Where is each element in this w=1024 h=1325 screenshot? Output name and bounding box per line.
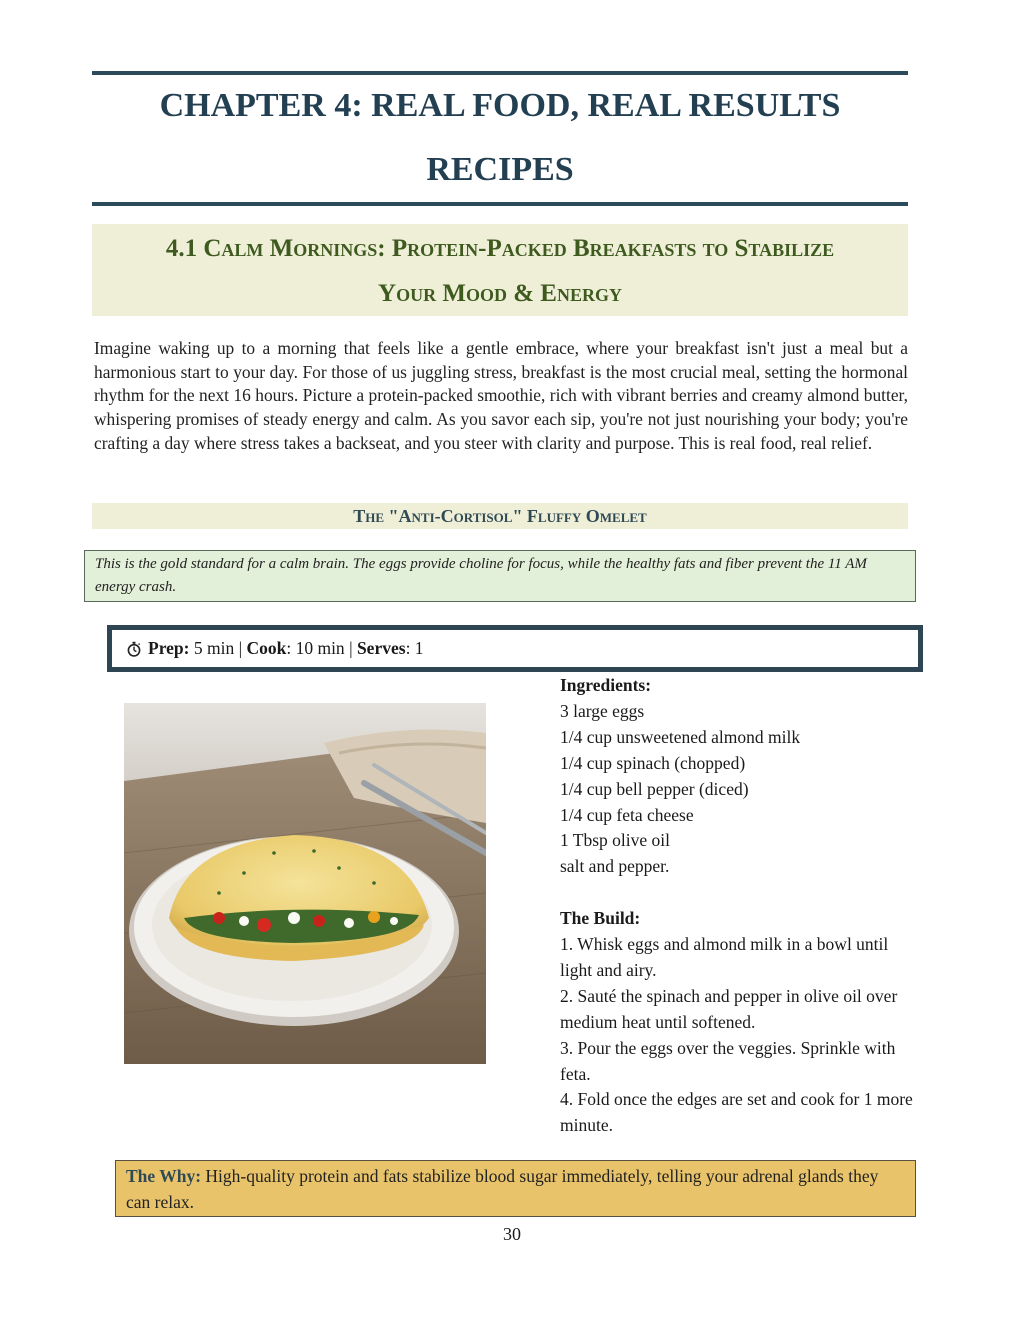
ingredient-item: 1/4 cup bell pepper (diced) bbox=[560, 778, 749, 799]
recipe-meta bbox=[111, 629, 919, 668]
ingredient-item: 3 large eggs bbox=[560, 700, 645, 721]
cook-label: Cook bbox=[246, 638, 287, 658]
ingredient-item: 1/4 cup feta cheese bbox=[560, 804, 694, 825]
ingredient-item: 1 Tbsp olive oil bbox=[560, 830, 671, 851]
build-step: 2. Sauté the spinach and pepper in olive oil over medium heat until softened. bbox=[560, 985, 898, 1032]
spacer bbox=[560, 880, 920, 906]
recipe-tagline: This is the gold standard for a calm brain. The eggs provide choline for focus, while the healthy fats and fiber prevent the 11 AM energy crash. bbox=[84, 550, 916, 602]
build-step: 4. Fold once the edges are set and cook for 1 more minute. bbox=[560, 1089, 913, 1136]
cook-value: : 10 min bbox=[286, 638, 345, 658]
build-heading: The Build: bbox=[560, 908, 641, 929]
omelet-photo bbox=[124, 703, 486, 1064]
bottom-rule bbox=[92, 202, 908, 206]
ingredient-item: 1/4 cup spinach (chopped) bbox=[560, 752, 746, 773]
why-box bbox=[115, 1160, 916, 1217]
recipe-title: The "Anti-Cortisol" Fluffy Omelet bbox=[92, 503, 908, 529]
ingredient-item: 1/4 cup unsweetened almond milk bbox=[560, 726, 801, 747]
ingredient-item: salt and pepper. bbox=[560, 856, 670, 877]
prep-label: Prep: bbox=[148, 638, 190, 658]
meta-separator: | bbox=[349, 638, 353, 658]
build-step: 1. Whisk eggs and almond milk in a bowl until light and airy. bbox=[560, 934, 889, 980]
build-step: 3. Pour the eggs over the veggies. Sprinkle with feta. bbox=[560, 1037, 896, 1084]
section-heading: 4.1 Calm Mornings: Protein-Packed Breakfasts to Stabilize Your Mood & Energy bbox=[92, 224, 908, 316]
why-text: High-quality protein and fats stabilize blood sugar immediately, telling your adrenal glands they can relax. bbox=[126, 1166, 879, 1212]
intro-paragraph: Imagine waking up to a morning that feels like a gentle embrace, where your breakfast isn't just a meal but a harmonious start to your day. For those of us juggling stress, breakfast is the most crucial meal, setting the hormonal rhythm for the next 16 hours. Picture a protein-packed smoothie, rich with vibrant berries and creamy almond butter, whispering promises of steady energy and calm. As you savor each sip, you're not just nourishing your body; you're crafting a day where stress takes a backseat, and you steer with clarity and purpose. This is real food, real relief. bbox=[94, 338, 908, 453]
prep-value: 5 min bbox=[193, 638, 235, 658]
page-number: 30 bbox=[503, 1224, 521, 1244]
serves-label: Serves bbox=[356, 638, 406, 658]
meta-separator: | bbox=[238, 638, 243, 658]
why-label: The Why: bbox=[126, 1166, 202, 1186]
ingredients-column bbox=[560, 673, 920, 1139]
recipe-meta-box bbox=[107, 625, 923, 672]
ingredients-heading: Ingredients: bbox=[560, 675, 652, 695]
stopwatch-icon bbox=[126, 641, 142, 657]
chapter-title: CHAPTER 4: REAL FOOD, REAL RESULTS RECIPES bbox=[159, 87, 841, 188]
serves-value: : 1 bbox=[405, 638, 424, 658]
